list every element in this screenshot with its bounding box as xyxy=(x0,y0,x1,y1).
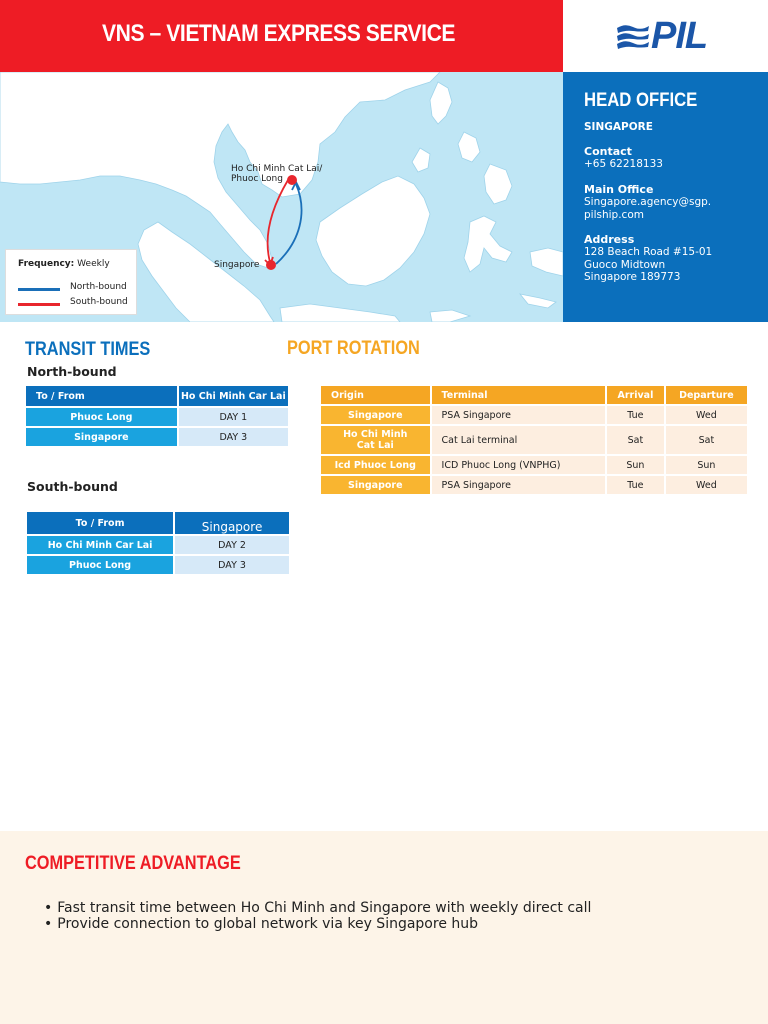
row-port: Phuoc Long xyxy=(26,408,177,426)
label-singapore: Singapore xyxy=(214,260,260,270)
col-to-from: To / From xyxy=(27,512,173,534)
office-city: SINGAPORE xyxy=(584,121,653,133)
row-port: Phuoc Long xyxy=(27,556,173,574)
row-day: DAY 2 xyxy=(175,536,289,554)
row-arrival: Sat xyxy=(607,426,664,454)
competitive-advantage-section xyxy=(0,831,768,1024)
address-value: 128 Beach Road #15-01 Guoco Midtown Singapore 189773 xyxy=(584,246,713,283)
row-terminal: ICD Phuoc Long (VNPHG) xyxy=(432,456,605,474)
col-departure: Departure xyxy=(666,386,747,404)
port-marker-singapore xyxy=(266,260,276,270)
contact-value: +65 62218133 xyxy=(584,158,663,170)
row-origin: Ho Chi Minh Cat Lai xyxy=(321,426,430,454)
row-departure: Sun xyxy=(666,456,747,474)
pil-logo-text: PIL xyxy=(651,15,708,57)
north-bound-swatch xyxy=(18,288,60,291)
list-item: • Fast transit time between Ho Chi Minh and Singapore with weekly direct call xyxy=(44,900,591,916)
table-row xyxy=(27,536,289,554)
advantage-list xyxy=(44,900,591,932)
label-hcm: Ho Chi Minh Cat Lai/ Phuoc Long xyxy=(231,164,323,184)
table-header-row xyxy=(26,386,288,406)
south-bound-swatch xyxy=(18,303,60,306)
head-office-panel xyxy=(563,72,768,322)
north-bound-table xyxy=(24,384,290,448)
header-bar xyxy=(0,0,563,72)
row-arrival: Tue xyxy=(607,476,664,494)
col-arrival: Arrival xyxy=(607,386,664,404)
row-departure: Wed xyxy=(666,406,747,424)
table-header-row xyxy=(321,386,747,404)
row-departure: Sat xyxy=(666,426,747,454)
list-item: • Provide connection to global network via key Singapore hub xyxy=(44,916,591,932)
frequency-text xyxy=(18,259,110,269)
north-bound-label: North-bound xyxy=(70,282,127,292)
col-origin: Singapore xyxy=(175,512,289,534)
row-origin: Singapore xyxy=(321,406,430,424)
south-bound-table xyxy=(25,510,291,576)
row-terminal: PSA Singapore xyxy=(432,476,605,494)
contact-label: Contact xyxy=(584,145,632,158)
row-port: Singapore xyxy=(26,428,177,446)
row-arrival: Tue xyxy=(607,406,664,424)
row-day: DAY 3 xyxy=(179,428,288,446)
table-row xyxy=(321,426,747,454)
col-origin: Ho Chi Minh Car Lai xyxy=(179,386,288,406)
row-origin: Icd Phuoc Long xyxy=(321,456,430,474)
col-terminal: Terminal xyxy=(432,386,605,404)
row-port: Ho Chi Minh Car Lai xyxy=(27,536,173,554)
row-day: DAY 1 xyxy=(179,408,288,426)
frequency-value: Weekly xyxy=(77,259,110,269)
row-day: DAY 3 xyxy=(175,556,289,574)
main-office-email[interactable]: Singapore.agency@sgp. pilship.com xyxy=(584,196,712,221)
office-title: HEAD OFFICE xyxy=(584,90,698,111)
table-row xyxy=(26,428,288,446)
map-legend xyxy=(5,249,137,315)
row-origin: Singapore xyxy=(321,476,430,494)
competitive-advantage-title: COMPETITIVE ADVANTAGE xyxy=(25,853,241,874)
col-origin: Origin xyxy=(321,386,430,404)
north-bound-title: North-bound xyxy=(27,364,117,379)
main-office-label: Main Office xyxy=(584,183,654,196)
frequency-label: Frequency: xyxy=(18,259,75,269)
route-map xyxy=(0,72,563,322)
table-row xyxy=(26,408,288,426)
row-terminal: Cat Lai terminal xyxy=(432,426,605,454)
table-row xyxy=(321,476,747,494)
pil-wave-icon xyxy=(615,22,651,54)
address-label: Address xyxy=(584,233,635,246)
transit-times-title: TRANSIT TIMES xyxy=(25,339,151,360)
col-to-from: To / From xyxy=(26,386,177,406)
row-departure: Wed xyxy=(666,476,747,494)
port-rotation-title: PORT ROTATION xyxy=(287,338,420,359)
row-arrival: Sun xyxy=(607,456,664,474)
pil-logo xyxy=(563,0,768,72)
port-rotation-table xyxy=(319,384,749,496)
south-bound-label: South-bound xyxy=(70,297,128,307)
service-title: VNS – VIETNAM EXPRESS SERVICE xyxy=(102,20,456,47)
table-row xyxy=(321,406,747,424)
table-row xyxy=(27,556,289,574)
table-header-row xyxy=(27,512,289,534)
table-row xyxy=(321,456,747,474)
south-bound-title: South-bound xyxy=(27,479,118,494)
row-terminal: PSA Singapore xyxy=(432,406,605,424)
